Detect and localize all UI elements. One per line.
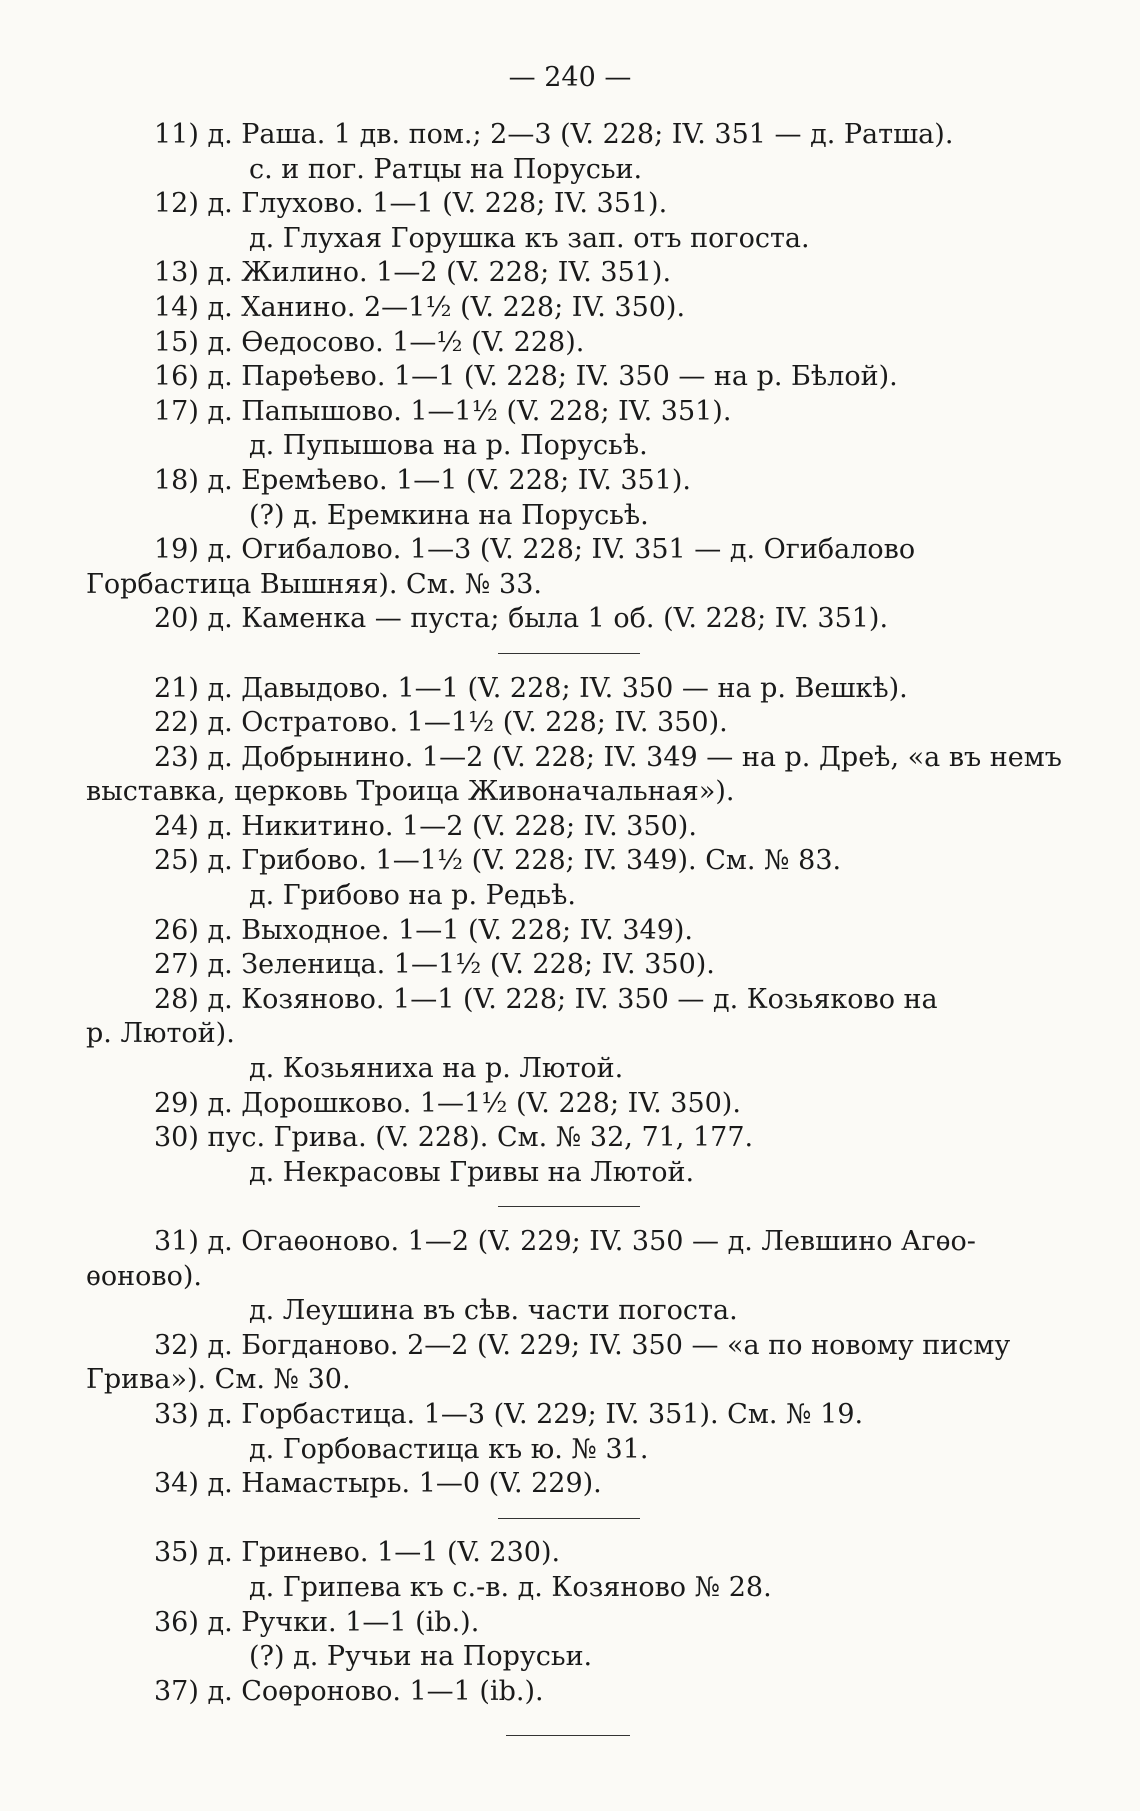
entry-line: 24) д. Никитино. 1—2 (V. 228; IV. 350). — [154, 810, 697, 842]
note-line: д. Грипева къ с.-в. д. Козяново № 28. — [249, 1571, 772, 1603]
continuation-line: Грива»). См. № 30. — [86, 1364, 351, 1396]
note-line: д. Глухая Горушка къ зап. отъ погоста. — [249, 222, 810, 254]
entry-line: 31) д. Огаѳоново. 1—2 (V. 229; IV. 350 — д. Левшино Агѳо- — [154, 1226, 976, 1257]
note-line: (?) д. Еремкина на Порусьѣ. — [249, 499, 649, 531]
entry-line: 11) д. Раша. 1 дв. пом.; 2—3 (V. 228; IV. 351 — д. Ратша). — [154, 119, 954, 150]
entry-line: 26) д. Выходное. 1—1 (V. 228; IV. 349). — [154, 914, 693, 946]
entry-line: 25) д. Грибово. 1—1½ (V. 228; IV. 349). См. № 83. — [154, 845, 842, 877]
entry-line: 14) д. Ханино. 2—1½ (V. 228; IV. 350). — [154, 291, 686, 323]
continuation-line: р. Лютой). — [86, 1018, 235, 1050]
entry-line: 36) д. Ручки. 1—1 (ib.). — [154, 1606, 480, 1638]
entry-line: 37) д. Соѳроново. 1—1 (ib.). — [154, 1675, 544, 1707]
entry-line: 33) д. Горбастица. 1—3 (V. 229; IV. 351). См. № 19. — [154, 1398, 864, 1430]
entry-line: 12) д. Глухово. 1—1 (V. 228; IV. 351). — [154, 188, 668, 220]
entry-line: 20) д. Каменка — пуста; была 1 об. (V. 228; IV. 351). — [154, 603, 889, 635]
note-line: (?) д. Ручьи на Порусьи. — [249, 1641, 593, 1673]
note-line: д. Горбовастица къ ю. № 31. — [249, 1433, 649, 1465]
continuation-line: Горбастица Вышняя). См. № 33. — [86, 568, 542, 600]
section-divider — [86, 1709, 1061, 1744]
continuation-line: выставка, церковь Троица Живоначальная»). — [86, 776, 735, 808]
page-body — [86, 118, 1061, 1744]
entry-line: 28) д. Козяново. 1—1 (V. 228; IV. 350 — д. Козьяково на — [154, 983, 938, 1015]
note-line: д. Козьяниха на р. Лютой. — [249, 1053, 624, 1085]
entry-line: 30) пус. Грива. (V. 228). См. № 32, 71, 177. — [154, 1122, 754, 1154]
entry-line: 22) д. Остратово. 1—1½ (V. 228; IV. 350). — [154, 707, 728, 739]
entry-line: 21) д. Давыдово. 1—1 (V. 228; IV. 350 — на р. Вешкѣ). — [154, 672, 908, 704]
note-line: с. и пог. Ратцы на Порусьи. — [249, 153, 643, 185]
entry-line: 16) д. Парѳѣево. 1—1 (V. 228; IV. 350 — на р. Бѣлой). — [154, 361, 898, 393]
entry-line: 35) д. Гринево. 1—1 (V. 230). — [154, 1537, 561, 1569]
section-divider — [86, 637, 1061, 672]
entry-line: 17) д. Папышово. 1—1½ (V. 228; IV. 351). — [154, 395, 732, 427]
note-line: д. Грибово на р. Редьѣ. — [249, 880, 576, 912]
entry-line: 29) д. Дорошково. 1—1½ (V. 228; IV. 350). — [154, 1087, 741, 1119]
continuation-line: ѳоново). — [86, 1260, 202, 1292]
entry-line: 19) д. Огибалово. 1—3 (V. 228; IV. 351 — д. Огибалово — [154, 534, 916, 566]
entry-line: 32) д. Богданово. 2—2 (V. 229; IV. 350 — «а по новому писму — [154, 1329, 1011, 1361]
entry-line: 18) д. Еремѣево. 1—1 (V. 228; IV. 351). — [154, 464, 692, 496]
entry-line: 13) д. Жилино. 1—2 (V. 228; IV. 351). — [154, 257, 672, 289]
entry-line: 34) д. Намастырь. 1—0 (V. 229). — [154, 1468, 602, 1500]
section-divider — [86, 1502, 1061, 1537]
note-line: д. Леушина въ сѣв. части погоста. — [249, 1295, 738, 1327]
entry-line: 15) д. Ѳедосово. 1—½ (V. 228). — [154, 326, 585, 358]
note-line: д. Пупышова на р. Порусьѣ. — [249, 430, 648, 462]
page-number: — 240 — — [508, 62, 632, 93]
note-line: д. Некрасовы Гривы на Лютой. — [249, 1156, 695, 1188]
entry-line: 23) д. Добрынино. 1—2 (V. 228; IV. 349 — на р. Дреѣ, «а въ немъ — [154, 741, 1062, 773]
entry-line: 27) д. Зеленица. 1—1½ (V. 228; IV. 350). — [154, 949, 715, 981]
section-divider — [86, 1190, 1061, 1225]
